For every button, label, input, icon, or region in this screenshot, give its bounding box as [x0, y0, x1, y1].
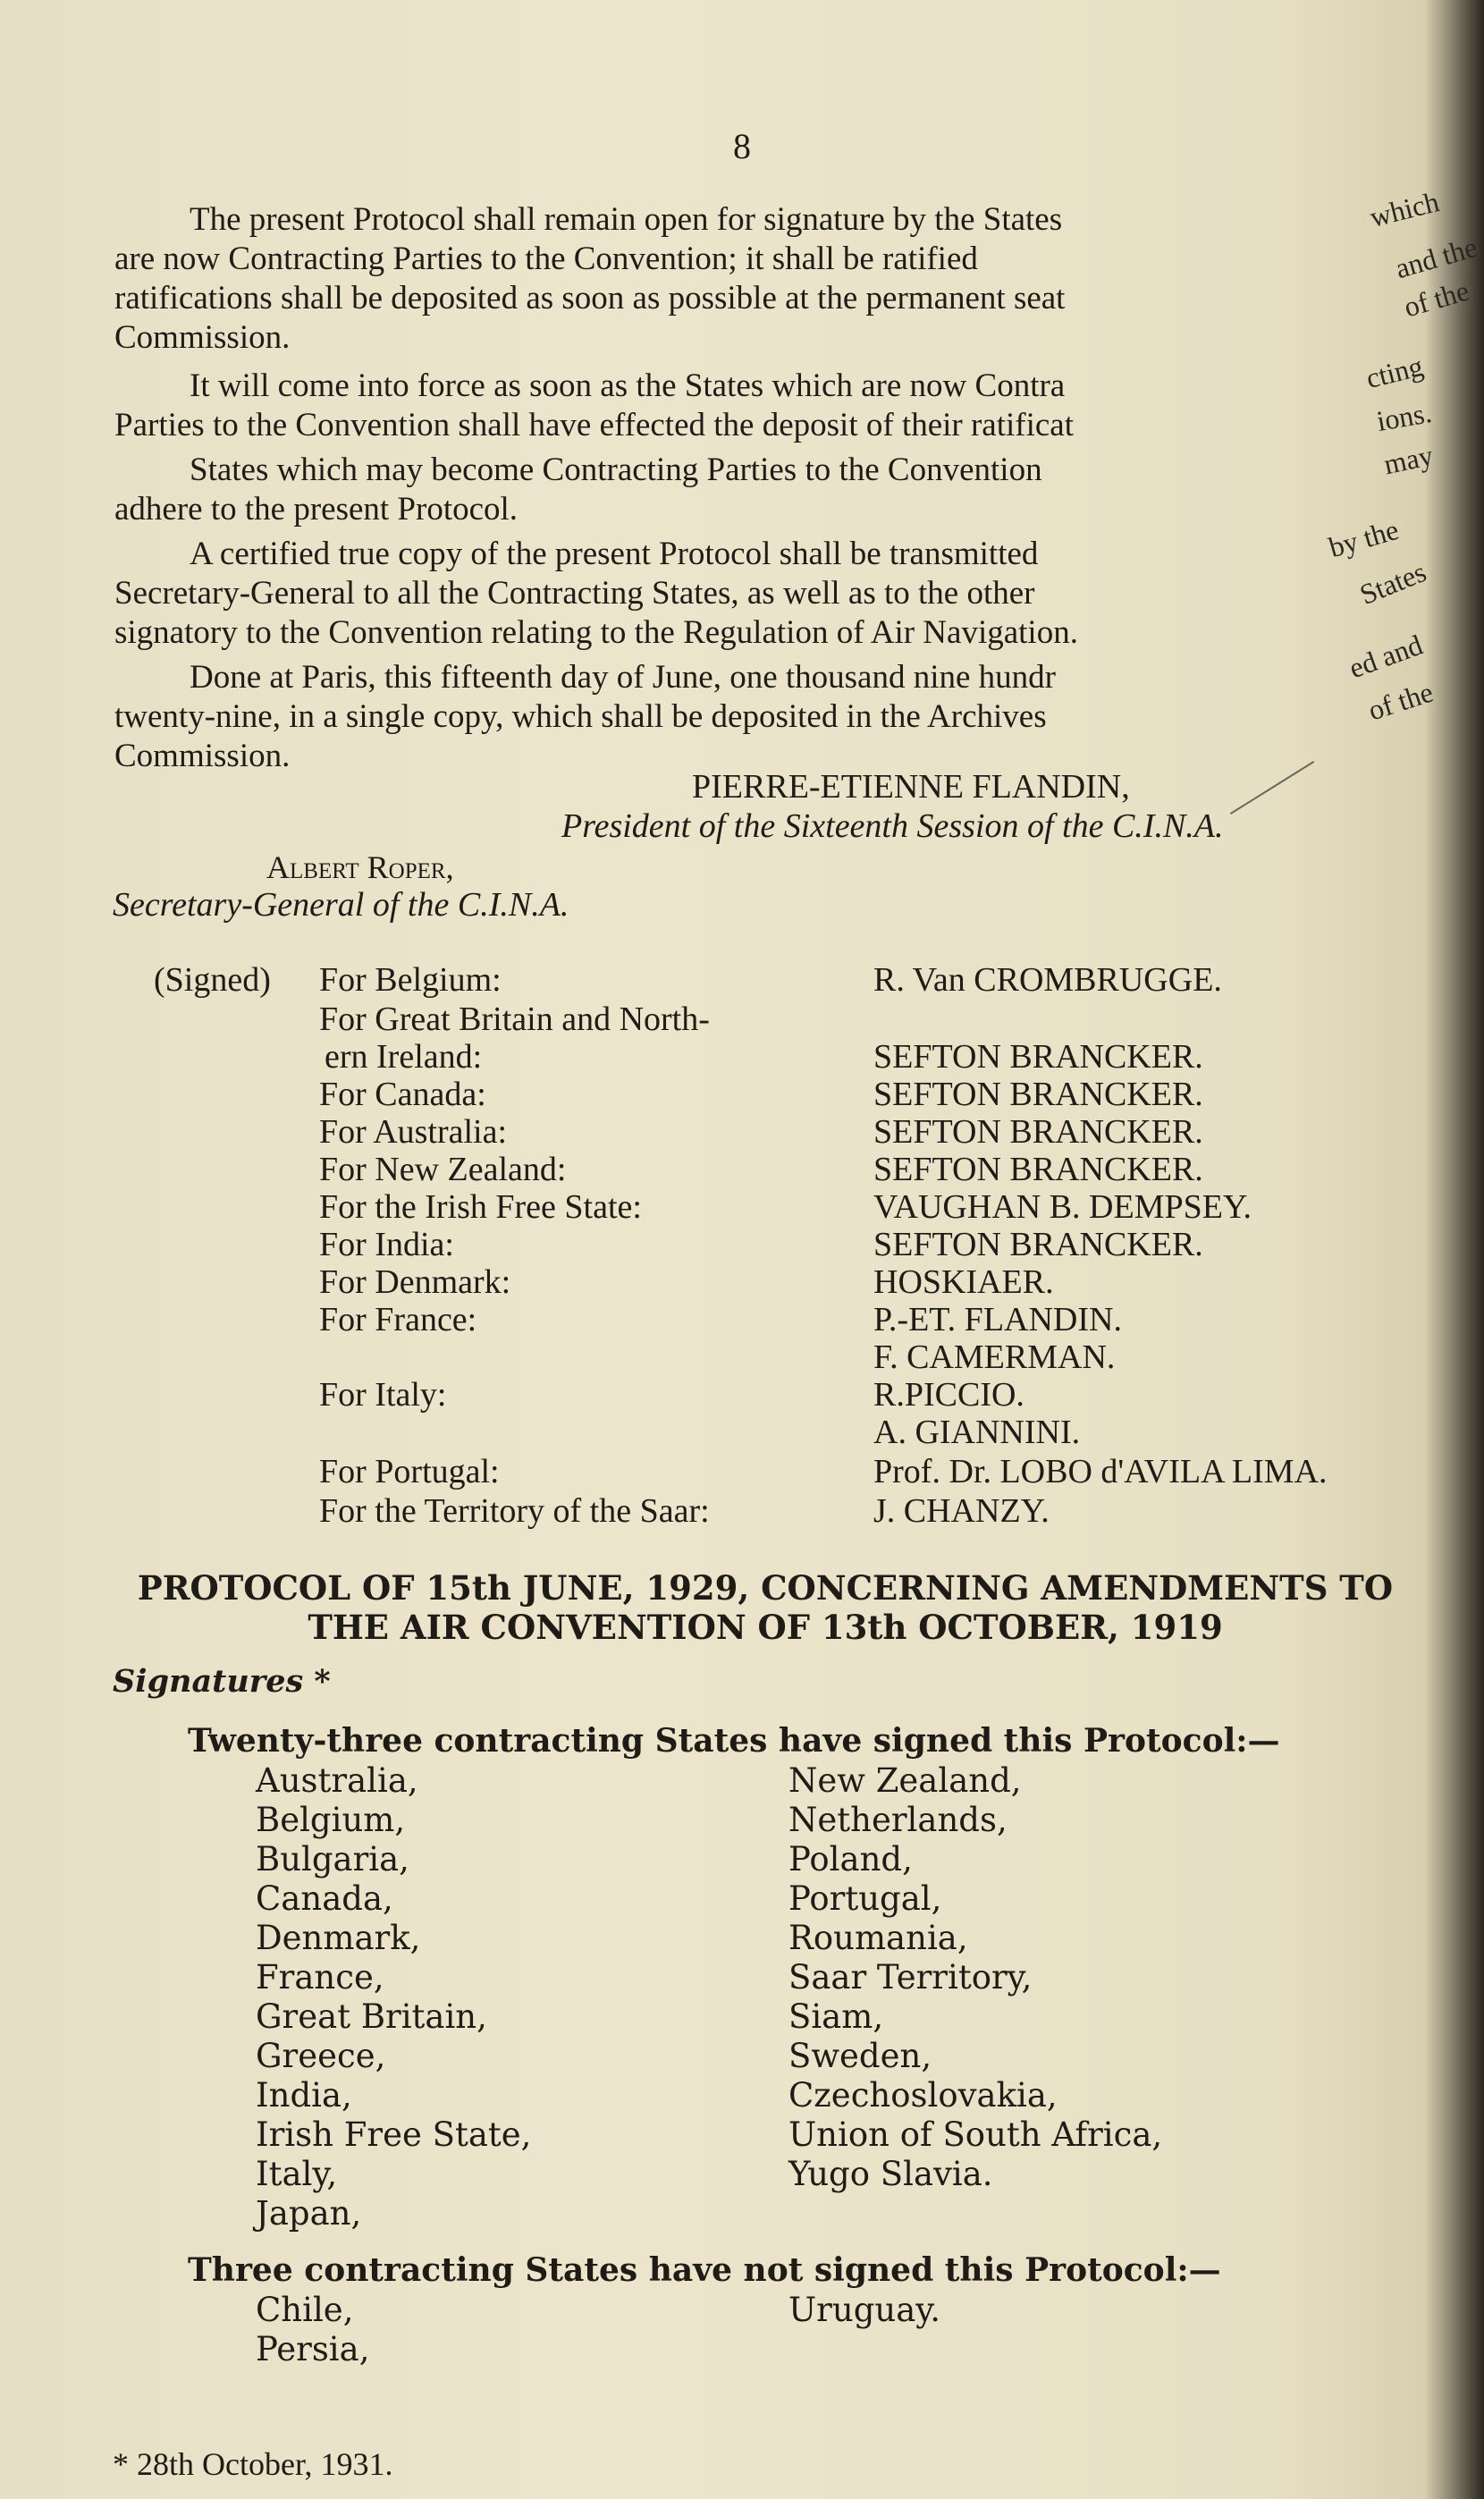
- signature-row: [0, 1375, 1484, 1413]
- signed-label: (Signed): [154, 961, 271, 999]
- paragraph-entry-into-force: [114, 367, 1384, 445]
- para-line: Done at Paris, this fifteenth day of June, one thousand nine hundr: [190, 659, 1056, 696]
- signed-state: Japan,: [256, 2194, 362, 2233]
- signed-state: Irish Free State,: [256, 2115, 532, 2154]
- not-signed-state: Chile,: [256, 2291, 354, 2329]
- signature-name: R. Van CROMBRUGGE.: [873, 961, 1222, 999]
- para-line: Secretary-General to all the Contracting States, as well as to the other: [114, 575, 1035, 612]
- signed-state: India,: [256, 2076, 352, 2115]
- para-line: The present Protocol shall remain open for signature by the States: [190, 201, 1063, 238]
- secretary-title: Secretary-General of the C.I.N.A.: [113, 886, 569, 924]
- margin-note: of the: [1364, 675, 1438, 727]
- secretary-name: Albert Roper,: [266, 849, 454, 885]
- signature-country: For India:: [319, 1226, 454, 1263]
- signature-country: For the Territory of the Saar:: [319, 1492, 710, 1530]
- not-signed-state: Persia,: [256, 2330, 370, 2368]
- paragraph-adherence: [114, 451, 1384, 529]
- not-signed-state: Uruguay.: [788, 2291, 941, 2329]
- signed-state: Roumania,: [788, 1919, 968, 1957]
- signature-country: For Australia:: [319, 1113, 508, 1151]
- para-line: A certified true copy of the present Protocol shall be transmitted: [190, 536, 1039, 572]
- signed-state: Italy,: [256, 2155, 338, 2193]
- margin-note: ed and: [1345, 628, 1427, 685]
- signature-row: [0, 1112, 1484, 1150]
- signature-row: [0, 1150, 1484, 1187]
- president-name: PIERRE-ETIENNE FLANDIN,: [692, 768, 1130, 806]
- signed-state: Yugo Slavia.: [788, 2155, 993, 2193]
- signature-name: F. CAMERMAN.: [873, 1338, 1116, 1376]
- signature-row: [0, 1262, 1484, 1300]
- para-line: ratifications shall be deposited as soon as possible at the permanent seat: [114, 280, 1066, 317]
- para-line: Parties to the Convention shall have effected the deposit of their ratificat: [114, 407, 1074, 443]
- protocol-heading: PROTOCOL OF 15th JUNE, 1929, CONCERNING AMENDMENTS TO: [137, 1568, 1394, 1608]
- margin-note: may: [1380, 438, 1437, 481]
- signature-name: SEFTON BRANCKER.: [873, 1076, 1203, 1113]
- signature-row: [0, 1452, 1484, 1490]
- signature-row: [0, 1300, 1484, 1338]
- signed-state: France,: [256, 1958, 384, 1997]
- paragraph-certified-copy: [114, 535, 1384, 653]
- signature-country: For Belgium:: [319, 961, 502, 999]
- signed-intro: Twenty-three contracting States have signed this Protocol:—: [188, 1722, 1280, 1760]
- signed-state: Portugal,: [788, 1879, 942, 1918]
- signature-row: [0, 1413, 1484, 1450]
- signatures-title: Signatures *: [113, 1663, 331, 1700]
- margin-note: by the: [1325, 512, 1403, 564]
- signature-name: SEFTON BRANCKER.: [873, 1151, 1203, 1188]
- signed-state: Union of South Africa,: [788, 2115, 1163, 2154]
- footnote: * 28th October, 1931.: [113, 2446, 393, 2482]
- signature-name: SEFTON BRANCKER.: [873, 1113, 1203, 1151]
- signed-state: Bulgaria,: [256, 1840, 409, 1878]
- signature-country: For the Irish Free State:: [319, 1188, 642, 1226]
- signature-row: [0, 1187, 1484, 1225]
- para-line: adhere to the present Protocol.: [114, 491, 519, 528]
- para-line: twenty-nine, in a single copy, which shall be deposited in the Archives: [114, 698, 1047, 735]
- signature-country: For Denmark:: [319, 1263, 511, 1301]
- margin-note: of the: [1400, 274, 1473, 324]
- signed-state: Netherlands,: [788, 1801, 1008, 1839]
- signature-name: Prof. Dr. LOBO d'AVILA LIMA.: [873, 1453, 1328, 1490]
- signed-state: Sweden,: [788, 2037, 932, 2075]
- paragraph-done-at-paris: [114, 658, 1384, 776]
- signed-state: New Zealand,: [788, 1761, 1022, 1800]
- signature-row: [0, 1037, 1484, 1075]
- signature-country: For Italy:: [319, 1376, 447, 1414]
- signature-row: [0, 1491, 1484, 1529]
- signature-name: P.-ET. FLANDIN.: [873, 1301, 1122, 1338]
- signed-state: Belgium,: [256, 1801, 406, 1839]
- para-line: Commission.: [114, 738, 291, 774]
- signature-row: [0, 1225, 1484, 1262]
- para-line: States which may become Contracting Parties to the Convention: [190, 452, 1042, 488]
- para-line: Commission.: [114, 319, 291, 356]
- margin-note: which: [1366, 185, 1443, 233]
- signature-country: For New Zealand:: [319, 1151, 567, 1188]
- para-line: are now Contracting Parties to the Convention; it shall be ratified: [114, 241, 978, 277]
- margin-note: States: [1354, 555, 1431, 612]
- signed-state: Greece,: [256, 2037, 386, 2075]
- signature-country: For Portugal:: [319, 1453, 500, 1490]
- signature-country: ern Ireland:: [325, 1038, 483, 1076]
- signed-state: Denmark,: [256, 1919, 421, 1957]
- signature-country: For Canada:: [319, 1076, 486, 1113]
- margin-note: cting: [1362, 349, 1427, 395]
- signed-state: Great Britain,: [256, 1997, 487, 2036]
- signed-state: Czechoslovakia,: [788, 2076, 1058, 2115]
- para-line: It will come into force as soon as the States which are now Contra: [190, 367, 1066, 404]
- signature-name: A. GIANNINI.: [873, 1414, 1081, 1451]
- signature-country: For Great Britain and North-: [319, 1000, 710, 1038]
- protocol-heading: THE AIR CONVENTION OF 13th OCTOBER, 1919: [308, 1608, 1223, 1647]
- margin-note: ions.: [1374, 395, 1434, 438]
- not-signed-intro: Three contracting States have not signed this Protocol:—: [188, 2251, 1221, 2289]
- signature-row: [0, 960, 1484, 998]
- signed-state: Saar Territory,: [788, 1958, 1033, 1997]
- signature-name: SEFTON BRANCKER.: [873, 1038, 1203, 1076]
- signature-name: HOSKIAER.: [873, 1263, 1054, 1301]
- signature-name: R.PICCIO.: [873, 1376, 1024, 1414]
- signed-state: Canada,: [256, 1879, 393, 1918]
- signed-state: Poland,: [788, 1840, 913, 1878]
- president-title: President of the Sixteenth Session of the C.I.N.A.: [561, 807, 1224, 845]
- para-line: signatory to the Convention relating to the Regulation of Air Navigation.: [114, 614, 1078, 651]
- signature-name: VAUGHAN B. DEMPSEY.: [873, 1188, 1252, 1226]
- signature-name: SEFTON BRANCKER.: [873, 1226, 1203, 1263]
- margin-note: and the: [1391, 230, 1481, 285]
- signature-name: J. CHANZY.: [873, 1492, 1050, 1530]
- signature-country: For France:: [319, 1301, 477, 1338]
- paragraph-open-signature: [114, 200, 1384, 358]
- signature-row: [0, 1000, 1484, 1037]
- signature-row: [0, 1075, 1484, 1112]
- signature-row: [0, 1338, 1484, 1375]
- signed-state: Siam,: [788, 1997, 884, 2036]
- signed-state: Australia,: [256, 1761, 418, 1800]
- page-number: 8: [733, 126, 751, 166]
